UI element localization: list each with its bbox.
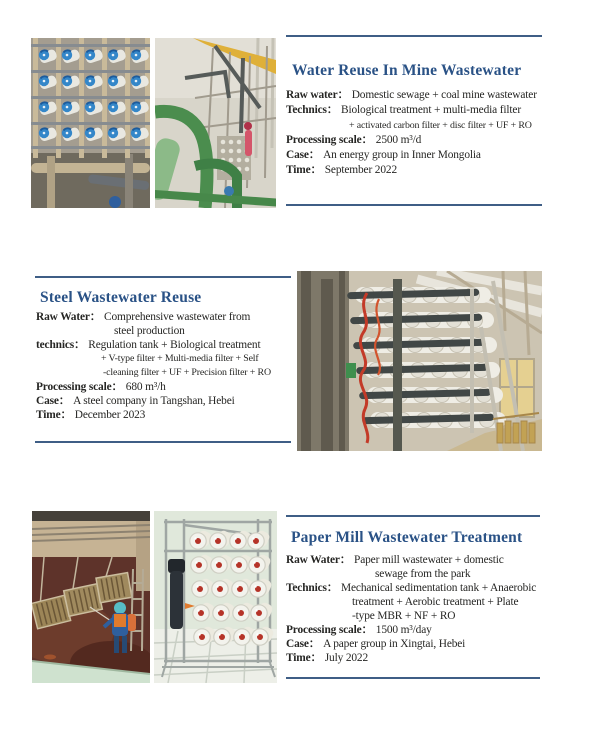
ro-membrane-rack-top-view-illustration xyxy=(31,38,150,208)
detail-line xyxy=(286,88,544,103)
detail-line-continuation xyxy=(36,324,294,338)
section-1-title: Water Reuse In Mine Wastewater xyxy=(292,62,522,79)
field-value: steel production xyxy=(114,325,185,337)
field-value: -type MBR + NF + RO xyxy=(352,610,456,622)
field-value: + V-type filter + Multi-media filter + Self xyxy=(101,353,259,364)
detail-line xyxy=(286,133,544,148)
field-value: + activated carbon filter + disc filter + UF + RO xyxy=(349,120,532,131)
detail-line-continuation xyxy=(286,609,544,623)
field-value: Comprehensive wastewater from xyxy=(104,311,251,323)
detail-line-continuation xyxy=(286,118,544,133)
photo-green-pipes-plant xyxy=(155,38,276,208)
green-pipes-plant-illustration xyxy=(155,38,276,208)
detail-line xyxy=(286,163,544,178)
detail-line xyxy=(286,103,544,118)
field-value: A steel company in Tangshan, Hebei xyxy=(73,395,235,407)
membrane-vessel-rack-illustration xyxy=(297,271,542,451)
section-3-bottom-rule xyxy=(286,677,540,679)
section-3-top-rule xyxy=(286,515,540,517)
detail-line xyxy=(286,581,544,595)
field-value: 1500 m³/day xyxy=(375,624,432,636)
field-value: Regulation tank + Biological treatment xyxy=(88,339,261,351)
field-label: Technics： xyxy=(286,104,339,116)
detail-line xyxy=(286,553,544,567)
field-label: Raw Water： xyxy=(36,311,102,323)
detail-line xyxy=(36,338,294,352)
detail-line xyxy=(36,380,294,394)
field-label: Technics： xyxy=(286,582,339,594)
detail-line xyxy=(286,148,544,163)
field-label: Case： xyxy=(286,149,321,161)
field-value: A paper group in Xingtai, Hebei xyxy=(323,638,466,650)
detail-line-continuation xyxy=(286,567,544,581)
section-2-top-rule xyxy=(35,276,291,278)
field-value: treatment + Aerobic treatment + Plate xyxy=(352,596,519,608)
photo-membrane-vessel-rack xyxy=(297,271,542,451)
field-label: Processing scale： xyxy=(286,134,373,146)
field-value: -cleaning filter + UF + Precision filter + RO xyxy=(103,367,271,378)
field-value: December 2023 xyxy=(74,409,146,421)
detail-line xyxy=(286,623,544,637)
section-1-bottom-rule xyxy=(286,204,542,206)
mbr-tank-worker-illustration xyxy=(32,511,150,683)
field-value: sewage from the park xyxy=(375,568,471,580)
detail-line xyxy=(36,310,294,324)
field-label: Processing scale： xyxy=(286,624,373,636)
photo-ro-membrane-rack-top-view xyxy=(31,38,150,208)
ro-skid-cartridges-illustration xyxy=(154,511,277,683)
section-3-title: Paper Mill Wastewater Treatment xyxy=(291,529,523,546)
detail-line xyxy=(286,637,544,651)
field-value: An energy group in Inner Mongolia xyxy=(323,149,481,161)
detail-line-continuation xyxy=(36,352,294,366)
field-value: Biological treatment + multi-media filter xyxy=(341,104,521,116)
field-label: Time： xyxy=(36,409,72,421)
section-2-bottom-rule xyxy=(35,441,291,443)
field-label: Time： xyxy=(286,164,322,176)
detail-line xyxy=(36,394,294,408)
field-value: 2500 m³/d xyxy=(375,134,422,146)
field-label: Case： xyxy=(36,395,71,407)
field-value: Mechanical sedimentation tank + Anaerobic xyxy=(341,582,537,594)
field-value: 680 m³/h xyxy=(125,381,166,393)
field-label: Raw Water： xyxy=(286,554,352,566)
field-label: Time： xyxy=(286,652,322,664)
field-label: Raw water： xyxy=(286,89,349,101)
section-2-details xyxy=(36,310,294,422)
photo-ro-skid-cartridges xyxy=(154,511,277,683)
detail-line xyxy=(36,408,294,422)
section-1-details xyxy=(286,88,544,178)
field-value: Domestic sewage + coal mine wastewater xyxy=(351,89,537,101)
section-2-title: Steel Wastewater Reuse xyxy=(40,289,202,306)
section-1-top-rule xyxy=(286,35,542,37)
detail-line-continuation xyxy=(36,366,294,380)
field-value: September 2022 xyxy=(324,164,397,176)
field-label: Processing scale： xyxy=(36,381,123,393)
field-label: technics： xyxy=(36,339,86,351)
detail-line xyxy=(286,651,544,665)
section-3-details xyxy=(286,553,544,665)
field-label: Case： xyxy=(286,638,321,650)
photo-mbr-tank-worker xyxy=(32,511,150,683)
field-value: July 2022 xyxy=(324,652,369,664)
detail-line-continuation xyxy=(286,595,544,609)
field-value: Paper mill wastewater + domestic xyxy=(354,554,504,566)
